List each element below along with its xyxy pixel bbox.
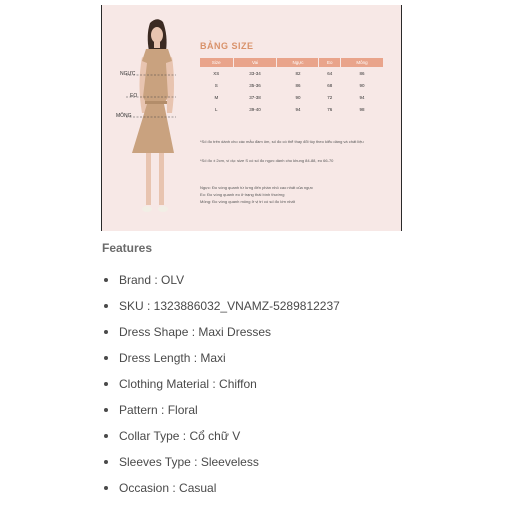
table-row (200, 79, 383, 91)
bullet-icon (104, 382, 108, 386)
table-cell: 98 (359, 106, 365, 112)
bullet-icon (104, 434, 108, 438)
feature-list (104, 273, 340, 507)
table-cell: 76 (327, 106, 333, 112)
list-item (104, 429, 340, 455)
table-cell: 35-36 (249, 82, 261, 88)
bullet-icon (104, 408, 108, 412)
bullet-icon (104, 278, 108, 282)
table-row (200, 91, 383, 103)
bullet-icon (104, 460, 108, 464)
bullet-icon (104, 304, 108, 308)
bullet-icon (104, 330, 108, 334)
header-chest: Ngực (277, 58, 318, 67)
list-item (104, 351, 340, 377)
size-note: *Số đo trên dành cho các mẫu đầm ôm, số đo có thể thay đổi tùy theo kiểu dáng và chất liệu (200, 139, 364, 144)
bullet-icon (104, 486, 108, 490)
waist-label: EO (130, 93, 138, 99)
table-cell: 37-38 (249, 94, 261, 100)
feature-text: Dress Length : Maxi (119, 351, 226, 365)
feature-text: Collar Type : Cổ chữ V (119, 429, 241, 443)
measurement-definition: Mông: Đo vòng quanh mông ở vị trí có số đo lớn nhất (200, 199, 295, 204)
bullet-icon (104, 356, 108, 360)
feature-text: Dress Shape : Maxi Dresses (119, 325, 272, 339)
table-cell: 68 (327, 82, 333, 88)
table-cell: 33-34 (249, 70, 261, 76)
header-size: Size (200, 58, 233, 67)
feature-text: SKU : 1323886032_VNAMZ-5289812237 (119, 299, 340, 313)
table-cell: 72 (327, 94, 333, 100)
measurement-definition: Ngực: Đo vòng quanh từ lưng đến phần nhô cao nhất của ngực (200, 185, 314, 190)
feature-text: Clothing Material : Chiffon (119, 377, 257, 391)
list-item (104, 403, 340, 429)
table-cell: 64 (327, 70, 333, 76)
list-item (104, 481, 340, 507)
table-cell: 94 (295, 106, 301, 112)
table-row (200, 103, 383, 115)
features-heading: Features (102, 241, 153, 255)
table-cell: S (214, 82, 218, 88)
table-cell: XS (213, 70, 220, 76)
feature-text: Pattern : Floral (119, 403, 198, 417)
size-note: *Số đo ± 2cm, ví dụ: size S có số đo ngực dành cho khung 84-88, eo 66-70 (200, 158, 334, 163)
list-item (104, 273, 340, 299)
size-table-header-row (200, 58, 383, 67)
list-item (104, 299, 340, 325)
list-item (104, 377, 340, 403)
size-table (199, 58, 384, 115)
size-chart-title: BẢNG SIZE (200, 41, 254, 51)
feature-text: Occasion : Casual (119, 481, 217, 495)
table-row (200, 67, 383, 79)
table-cell: L (215, 106, 218, 112)
table-cell: 90 (359, 82, 365, 88)
list-item (104, 455, 340, 481)
table-cell: 86 (359, 70, 365, 76)
table-cell: 90 (295, 94, 301, 100)
hip-label: MÔNG (116, 113, 132, 119)
feature-text: Sleeves Type : Sleeveless (119, 455, 259, 469)
table-cell: 39-40 (249, 106, 261, 112)
feature-text: Brand : OLV (119, 273, 185, 287)
header-waist: Eo (319, 58, 340, 67)
measurement-definition: Eo: Đo vòng quanh eo ở trạng thái bình thường (200, 192, 285, 197)
list-item (104, 325, 340, 351)
table-cell: 82 (295, 70, 301, 76)
header-shoulder: Vai (234, 58, 277, 67)
size-chart-image (101, 5, 402, 231)
table-cell: 94 (359, 94, 365, 100)
chest-label: NGỰC (120, 71, 136, 77)
table-cell: M (214, 94, 219, 100)
table-cell: 86 (295, 82, 301, 88)
header-hip: Mông (341, 58, 383, 67)
